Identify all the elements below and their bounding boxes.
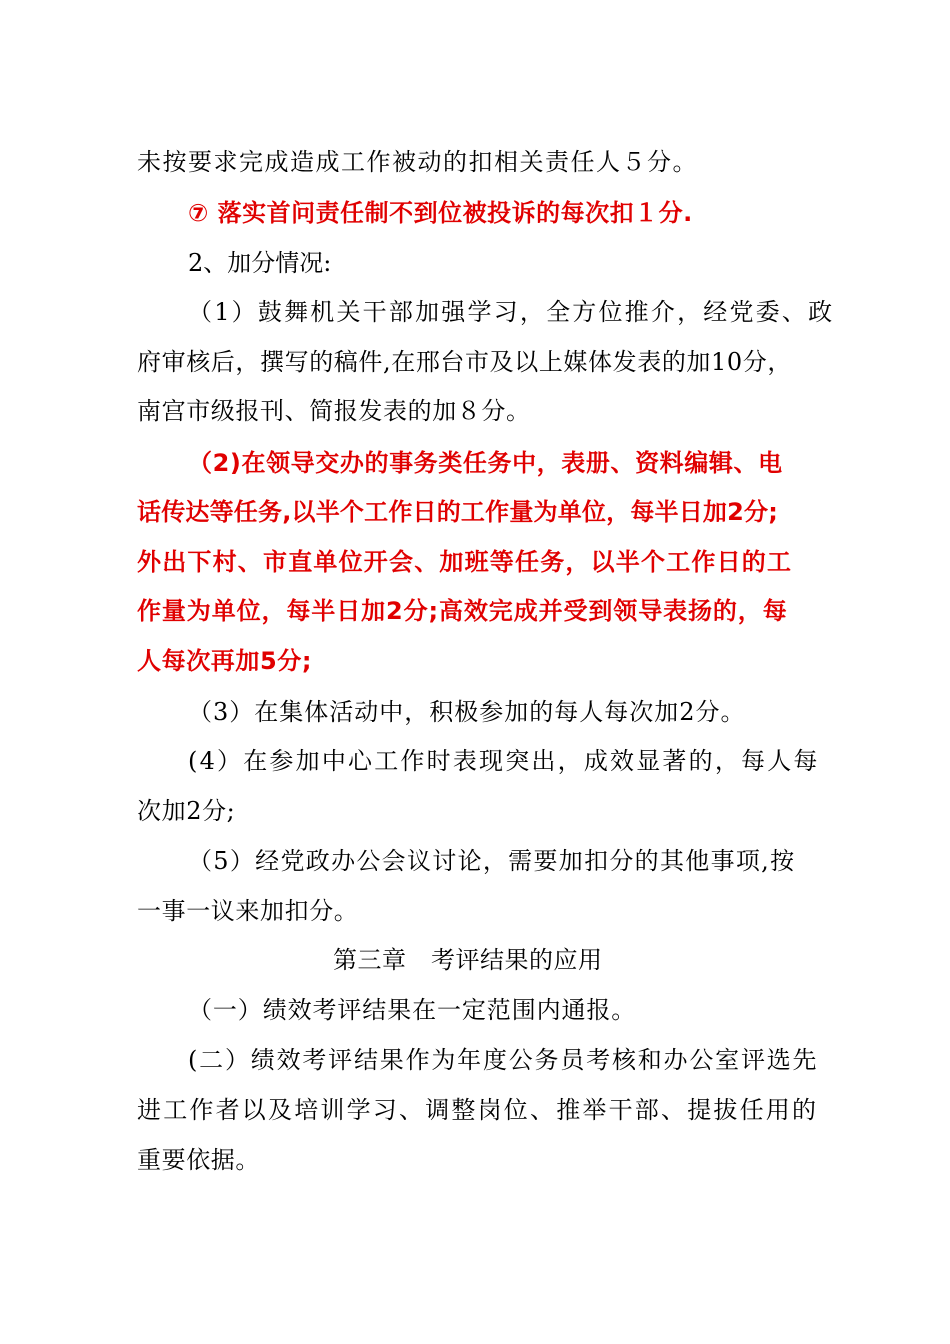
paragraph-line-penalty-7: ⑦ 落实首问责任制不到位被投诉的每次扣１分. <box>188 199 693 227</box>
paragraph-line-bonus-1-end: 南宫市级报刊、简报发表的加８分。 <box>137 397 531 425</box>
paragraph-line-bonus-1-cont: 府审核后，撰写的稿件,在邢台市及以上媒体发表的加10分， <box>137 348 792 376</box>
paragraph-line-bonus-3: （3）在集体活动中，积极参加的每人每次加2分。 <box>188 698 746 726</box>
paragraph-line-bonus-5-end: 一事一议来加扣分。 <box>137 897 359 925</box>
paragraph-line-bonus-2-cont-2: 外出下村、市直单位开会、加班等任务，以半个工作日的工 <box>137 548 793 576</box>
paragraph-line-bonus-2-cont-3: 作量为单位，每半日加2分;高效完成并受到领导表扬的，每 <box>137 597 788 625</box>
paragraph-line-result-2-cont: 进工作者以及培训学习、调整岗位、推举干部、提拔任用的 <box>137 1096 819 1124</box>
paragraph-line-penalty-end: 未按要求完成造成工作被动的扣相关责任人５分。 <box>137 148 698 176</box>
paragraph-line-bonus-4: (4）在参加中心工作时表现突出，成效显著的，每人每 <box>188 747 820 775</box>
paragraph-line-bonus-1: （1）鼓舞机关干部加强学习，全方位推介，经党委、政 <box>188 298 835 326</box>
paragraph-line-bonus-4-end: 次加2分; <box>137 797 236 825</box>
paragraph-line-bonus-2-cont-1: 话传达等任务,以半个工作日的工作量为单位，每半日加2分; <box>137 498 779 526</box>
section-heading-bonus: 2、加分情况: <box>188 249 332 277</box>
paragraph-line-bonus-2: （2)在领导交办的事务类任务中，表册、资料编辑、电 <box>188 449 783 477</box>
paragraph-line-result-2-end: 重要依据。 <box>137 1146 260 1174</box>
chapter-heading: 第三章 考评结果的应用 <box>333 946 603 974</box>
paragraph-line-result-1: （一）绩效考评结果在一定范围内通报。 <box>188 996 637 1024</box>
paragraph-line-bonus-2-end: 人每次再加5分; <box>137 647 313 675</box>
paragraph-line-bonus-5: （5）经党政办公会议讨论，需要加扣分的其他事项,按 <box>188 847 796 875</box>
paragraph-line-result-2: (二）绩效考评结果作为年度公务员考核和办公室评选先 <box>188 1046 819 1074</box>
